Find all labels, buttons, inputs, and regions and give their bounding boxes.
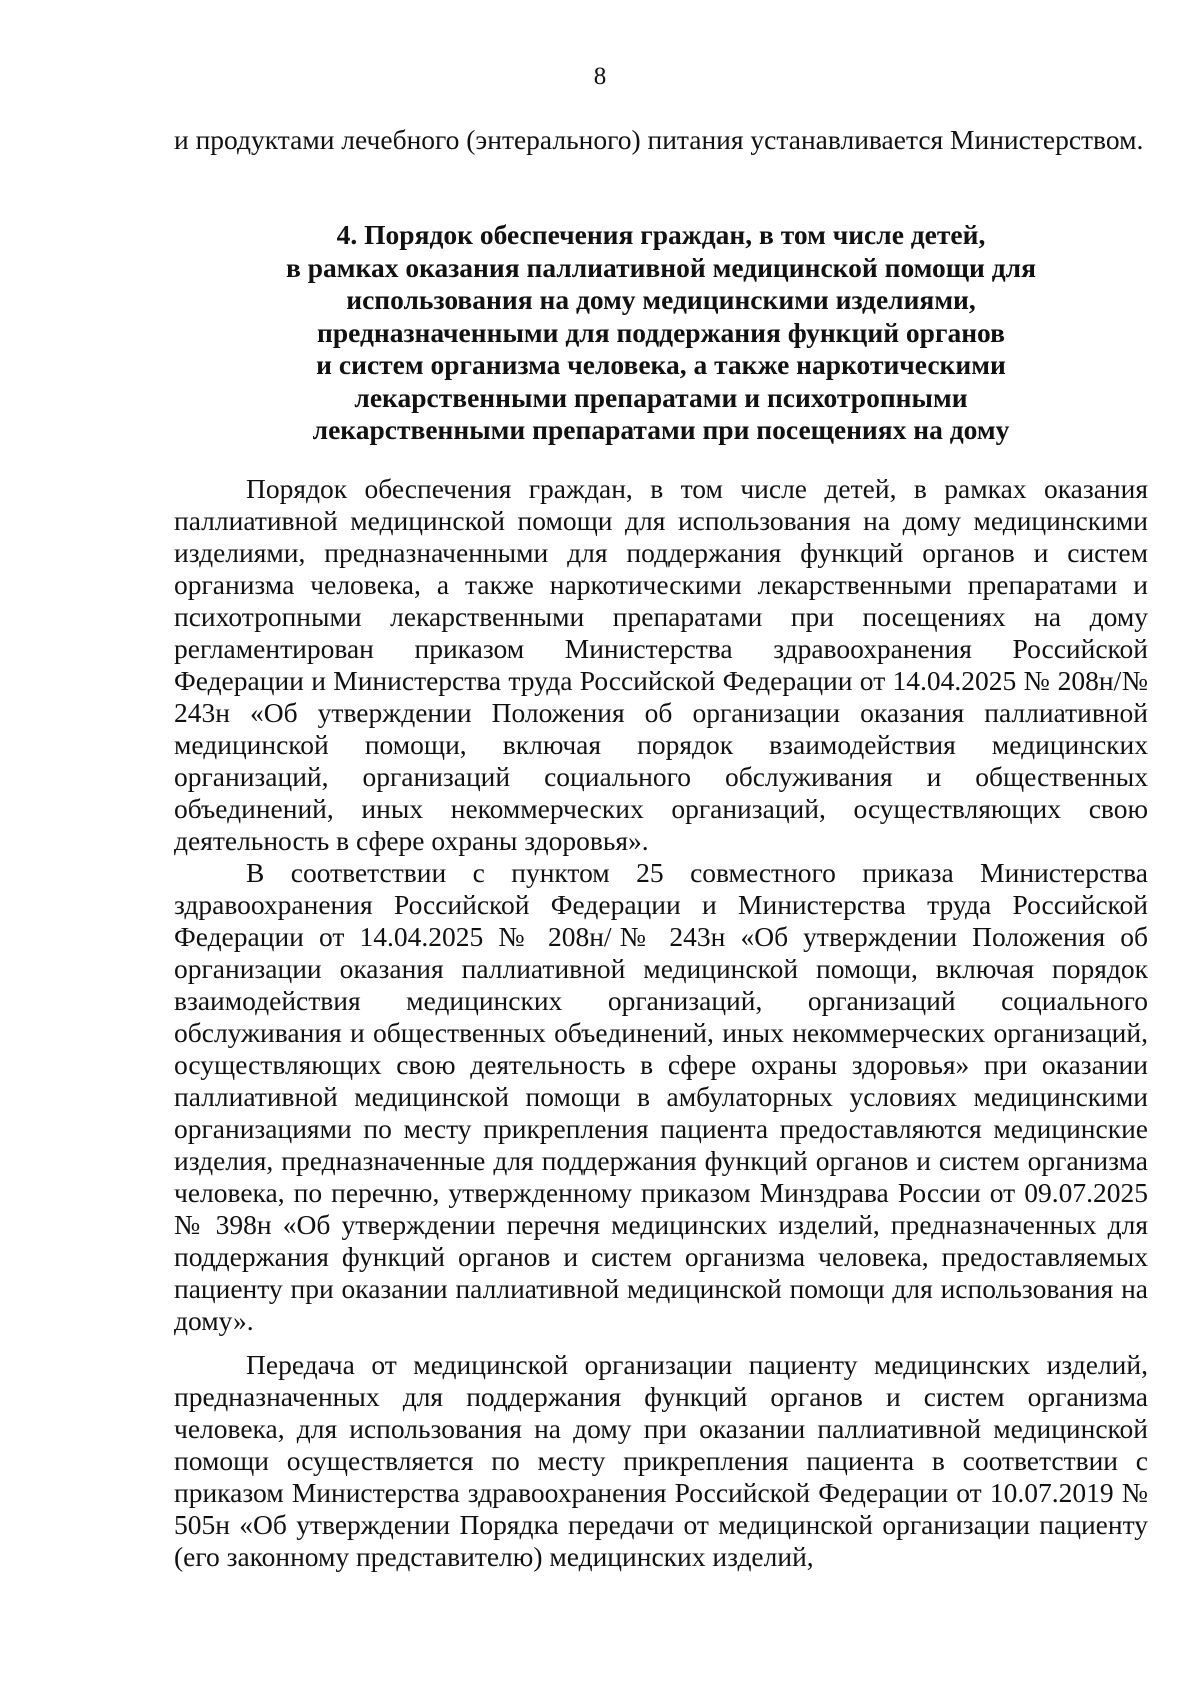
section-heading-line: использования на дому медицинскими изделиями, — [346, 284, 976, 315]
section-heading-line: лекарственными препаратами и психотропными — [354, 381, 968, 413]
intro-block — [174, 124, 1148, 156]
section-heading-line: 4. Порядок обеспечения граждан, в том числе детей, — [336, 219, 986, 250]
section-heading-line: предназначенными для поддержания функций органов — [317, 316, 1005, 348]
section-heading-line: и систем организма человека, а также наркотическими — [316, 349, 1006, 380]
section-heading-line: в рамках оказания паллиативной медицинской помощи для — [286, 251, 1036, 283]
page-number: 8 — [593, 63, 607, 90]
intro-paragraph: и продуктами лечебного (энтерального) питания устанавливается Министерством. — [174, 124, 1144, 155]
section-heading-line: лекарственными препаратами при посещениях на дому — [312, 414, 1010, 445]
body-paragraph: В соответствии с пунктом 25 совместного приказа Министерства здравоохранения Российской Федерации и Министерства труда Российской Федерации от 14.04.2025 № 208н/№ 243н «Об утверждении Положения об организации оказания паллиативной медицинской помощи, включая порядок взаимодействия медицинских организаций, организаций социального обслуживания и общественных объединений, иных некоммерческих организаций, осуществляющих свою деятельность в сфере охраны здоровья» при оказании паллиативной медицинской помощи в амбулаторных условиях медицинскими организациями по месту прикрепления пациента предоставляются медицинские изделия, предназначенные для поддержания функций органов и систем организма человека, по перечню, утвержденному приказом Минздрава России от 09.07.2025 № 398н «Об утверждении перечня медицинских изделий, предназначенных для поддержания функций органов и систем организма человека, предоставляемых пациенту при оказании паллиативной медицинской помощи для использования на дому». — [174, 857, 1148, 1336]
body-paragraph: Порядок обеспечения граждан, в том числе детей, в рамках оказания паллиативной медицинской помощи для использования на дому медицинскими изделиями, предназначенными для поддержания функций органов и систем организма человека, а также наркотическими лекарственными препаратами и психотропными лекарственными препаратами при посещениях на дому регламентирован приказом Министерства здравоохранения Российской Федерации и Министерства труда Российской Федерации от 14.04.2025 № 208н/№ 243н «Об утверждении Положения об организации оказания паллиативной медицинской помощи, включая порядок взаимодействия медицинских организаций, организаций социального обслуживания и общественных объединений, иных некоммерческих организаций, осуществляющих свою деятельность в сфере охраны здоровья». — [174, 473, 1148, 856]
section-heading — [174, 219, 1148, 447]
body-text — [174, 473, 1148, 1573]
body-paragraph: Передача от медицинской организации пациенту медицинских изделий, предназначенных для поддержания функций органов и систем организма человека, для использования на дому при оказании паллиативной медицинской помощи осуществляется по месту прикрепления пациента в соответствии с приказом Министерства здравоохранения Российской Федерации от 10.07.2019 № 505н «Об утверждении Порядка передачи от медицинской организации пациенту (его законному представителю) медицинских изделий, — [174, 1349, 1148, 1572]
